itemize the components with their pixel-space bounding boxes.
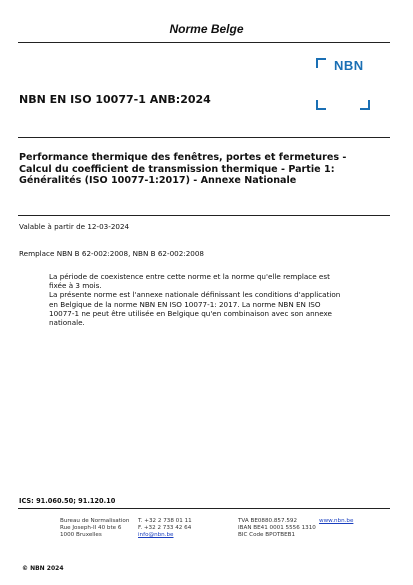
vat: TVA BE0880.857.592 bbox=[238, 518, 298, 524]
document-title-line: Calcul du coefficient de transmission thermique - Partie 1: bbox=[19, 163, 335, 175]
header-title: Norme Belge bbox=[169, 22, 244, 36]
website-link[interactable]: www.nbn.be bbox=[319, 518, 354, 524]
document-title-line: Performance thermique des fenêtres, portes et fermetures - bbox=[19, 152, 347, 163]
iban: IBAN BE41 0001 5556 1310 bbox=[238, 525, 316, 531]
footer-address bbox=[60, 518, 129, 539]
email-link[interactable]: info@nbn.be bbox=[138, 532, 174, 538]
logo-corner-bottom-right bbox=[360, 100, 370, 110]
logo-corner-bottom-left bbox=[316, 100, 326, 110]
footer-contact bbox=[138, 518, 192, 539]
footer-website bbox=[319, 518, 353, 525]
copyright: © NBN 2024 bbox=[22, 565, 64, 572]
bic: BIC Code BPOTBEB1 bbox=[238, 532, 296, 538]
header-divider bbox=[18, 42, 390, 43]
nbn-logo bbox=[316, 58, 370, 110]
document-title bbox=[19, 152, 379, 187]
notes-block bbox=[49, 272, 367, 327]
note-line: fixée à 3 mois. bbox=[49, 281, 102, 291]
replaces-note: Remplace NBN B 62-002:2008, NBN B 62-002:2008 bbox=[19, 249, 204, 258]
note-line: nationale. bbox=[49, 318, 85, 328]
note-line: 10077-1 ne peut être utilisée en Belgique qu'en combinaison avec son annexe bbox=[49, 308, 332, 318]
note-line: La présente norme est l'annexe nationale définissant les conditions d'application bbox=[49, 290, 341, 300]
address-line: Rue Joseph-II 40 bte 6 bbox=[60, 525, 122, 531]
title-divider-top bbox=[18, 137, 390, 138]
ics-codes: ICS: 91.060.50; 91.120.10 bbox=[19, 497, 116, 505]
fax: F. +32 2 733 42 64 bbox=[138, 525, 192, 531]
footer-divider bbox=[18, 508, 390, 509]
footer-bank bbox=[238, 518, 316, 539]
title-divider-bottom bbox=[18, 215, 390, 216]
address-line: 1000 Bruxelles bbox=[60, 532, 102, 538]
valid-from: Valable à partir de 12-03-2024 bbox=[19, 222, 130, 231]
note-line: en Belgique de la norme NBN EN ISO 10077-1: 2017. La norme NBN EN ISO bbox=[49, 299, 321, 309]
logo-text: NBN bbox=[334, 58, 364, 73]
document-title-line: Généralités (ISO 10077-1:2017) - Annexe Nationale bbox=[19, 175, 297, 186]
phone: T. +32 2 738 01 11 bbox=[138, 518, 192, 524]
note-line: La période de coexistence entre cette norme et la norme qu'elle remplace est bbox=[49, 272, 330, 281]
logo-corner-top-left bbox=[316, 58, 326, 68]
document-id: NBN EN ISO 10077-1 ANB:2024 bbox=[19, 93, 211, 106]
address-line: Bureau de Normalisation bbox=[60, 518, 130, 524]
